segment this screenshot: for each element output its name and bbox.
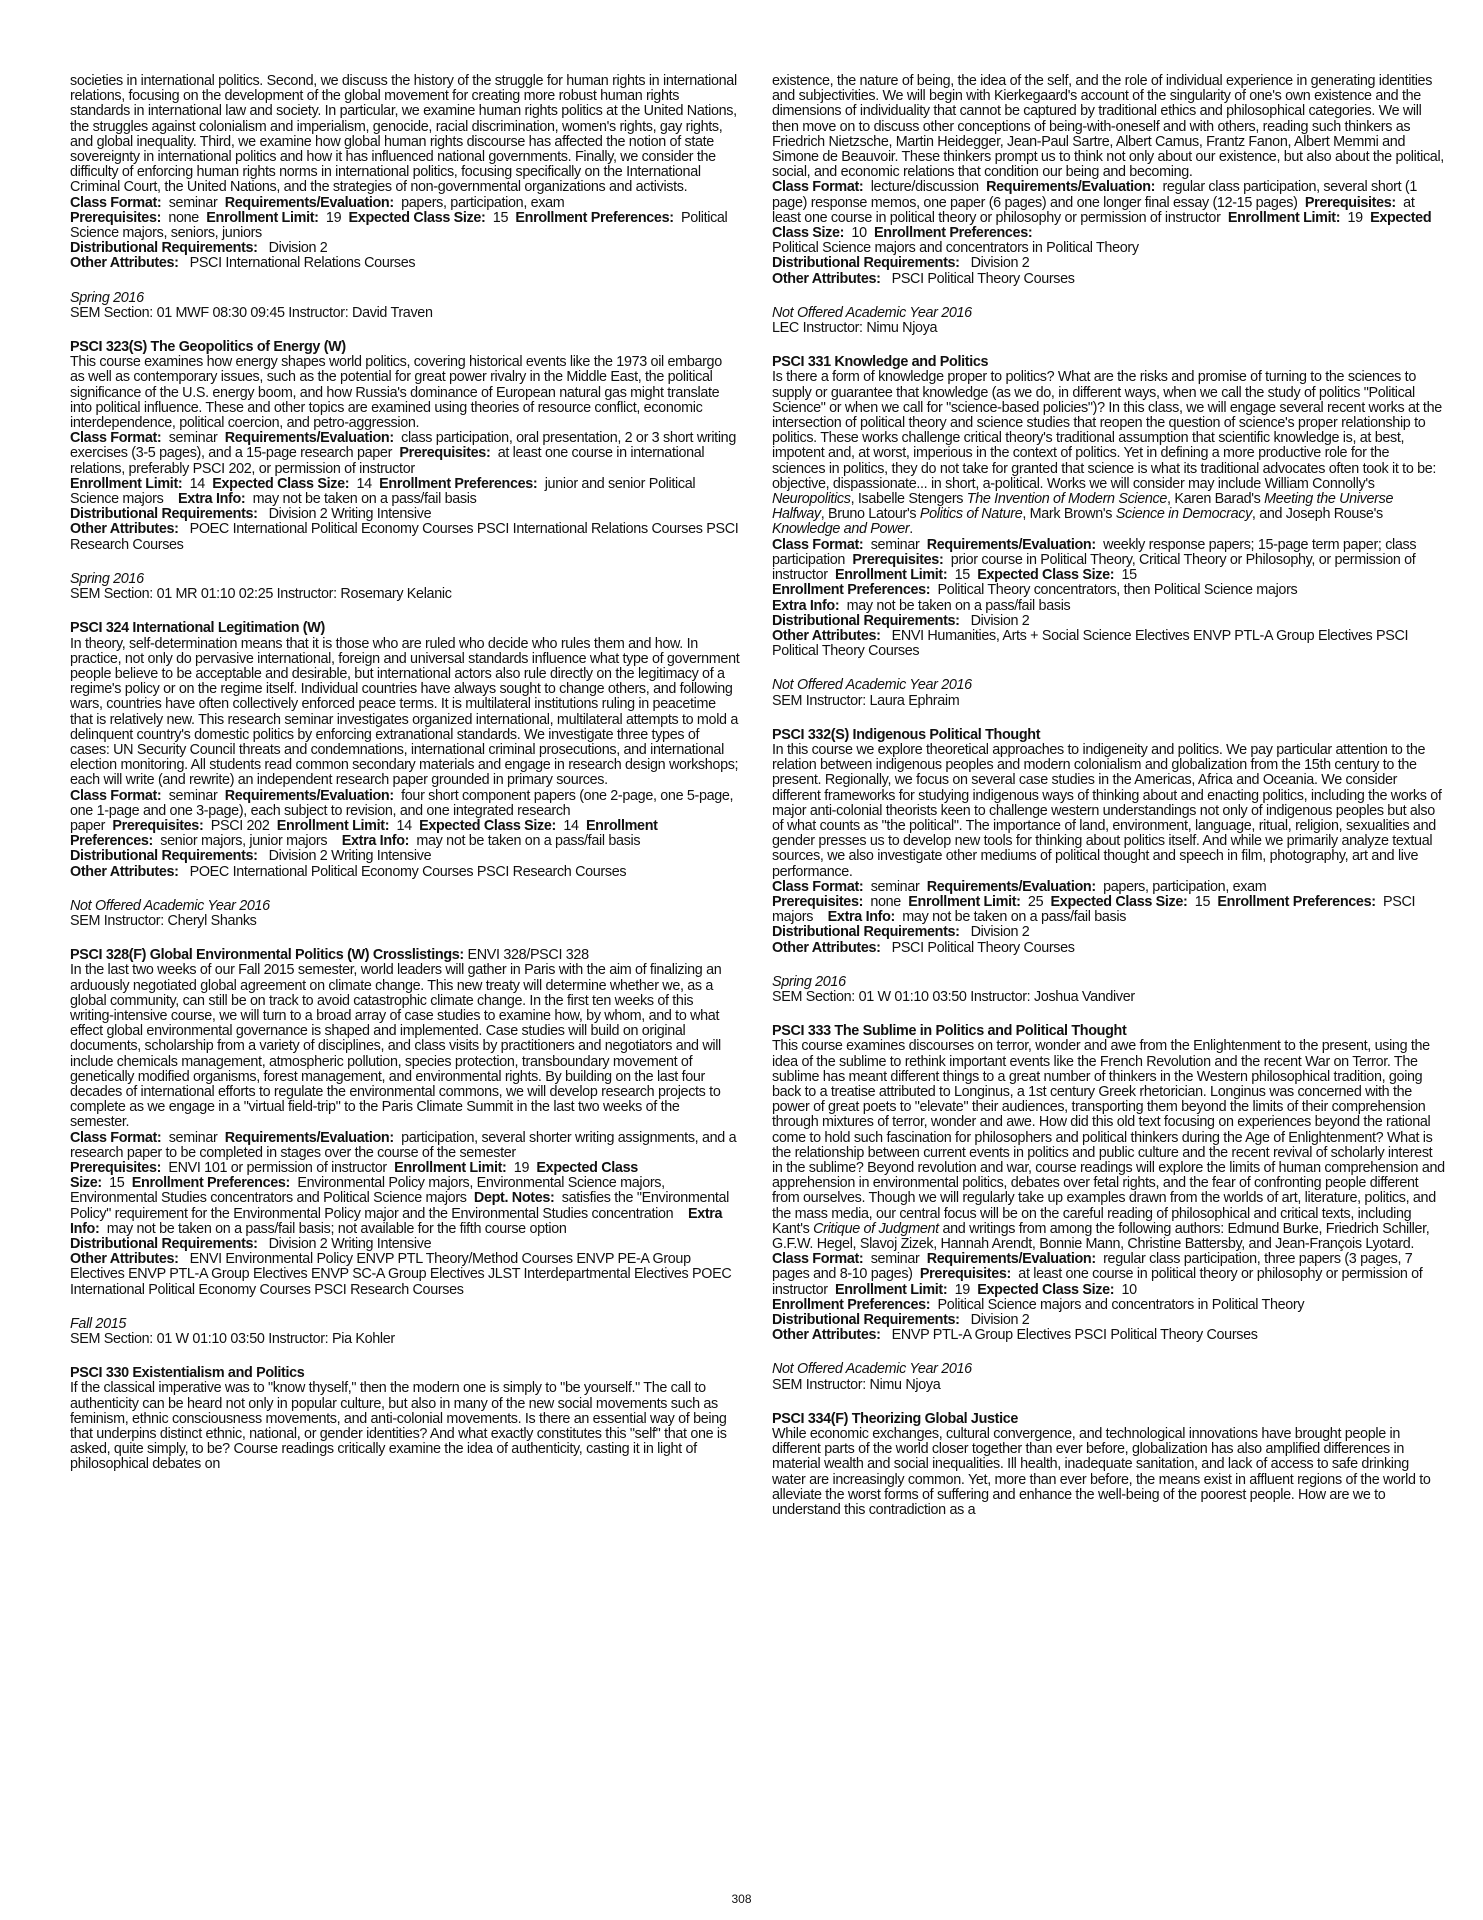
course-description: Is there a form of knowledge proper to politics? What are the risks and promise of turning to the sciences to supply or guarantee that knowledge (as we do, in different ways, when we call the study of politics "Political Science" or when we call for "science-based policies")? In this class, we will engage several recent works at the intersection of political theory and science studies that reopen the question of science's proper relationship to politics. These works challenge critical theory's traditional assumption that scientific knowledge is, at best, impotent and, at worst, imperious in the context of politics. Yet in defining a more productive role for the sciences in politics, they do not take for granted that science is what its traditional advocates often took it to be: objective, dispassionate... in short, a-political. Works we will consider may include William Connolly's Neuropolitics, Isabelle Stengers The Invention of Modern Science, Karen Barad's Meeting the Universe Halfway, Bruno Latour's Politics of Nature, Mark Brown's Science in Democracy, and Joseph Rouse's Knowledge and Power. <box>772 369 1442 538</box>
section-info: SEM Instructor: Laura Ephraim <box>772 692 960 709</box>
course-title: PSCI 324 International Legitimation (W) <box>70 620 325 637</box>
course-title: PSCI 331 Knowledge and Politics <box>772 354 989 371</box>
course-details: Class Format: lecture/discussion Requirements/Evaluation: regular class participation, several short (1 page) response memos, one paper (6 pages) and one longer final essay (12-15 pages) Prerequisites: at least one course in political theory or philosophy or permission of instructor Enrollment Limit: 19 Expected Class Size: 10 Enrollment Preferences: Political Science majors and concentrators in Political Theory Distributional Requirements: Division 2 Other Attributes: PSCI Political Theory Courses <box>772 179 1432 287</box>
section-info: SEM Section: 01 MR 01:10 02:25 Instructor: Rosemary Kelanic <box>70 586 452 603</box>
right-column <box>772 74 1446 1518</box>
course-description: This course examines discourses on terror, wonder and awe from the Enlightenment to the present, using the idea of the sublime to rethink important events like the French Revolution and the recent War on Terror. The sublime has meant different things to a great number of thinkers in the Western philosophical tradition, going back to a treatise attributed to Longinus, a 1st century Greek rhetorician. Longinus was concerned with the power of great poets to "elevate" their audiences, transporting them beyond the limits of their comprehension through mixtures of terror, wonder and awe. How did this old text focusing on experiences beyond the rational come to hold such fascination for philosophers and political thinkers during the Age of Enlightenment? What is the relationship between current events in politics and public culture and the recent revival of scholarly interest in the sublime? Beyond revolution and war, course readings will explore the limits of human comprehension and apprehension in environmental politics, debates over fetal rights, and the fear of confronting people different from ourselves. Though we will regularly take up examples drawn from the worlds of art, literature, politics, and the mass media, our central focus will be on the careful reading of philosophical and critical texts, including Kant's Critique of Judgment and writings from among the following authors: Edmund Burke, Friedrich Schiller, G.F.W. Hegel, Slavoj Zizek, Hannah Arendt, Bonnie Mann, Christine Battersby, and Jean-François Lyotard. <box>772 1038 1445 1253</box>
course-entry-psci-331 <box>772 355 1446 708</box>
course-entry-psci-330-continued <box>772 74 1446 336</box>
course-details: Class Format: seminar Requirements/Evaluation: regular class participation, three papers (3 pages, 7 pages and 8-10 pages) Prerequisites: at least one course in political theory or philosophy or permission of instructor Enrollment Limit: 19 Expected Class Size: 10 Enrollment Preferences: Political Science majors and concentrators in Political Theory Distributional Requirements: Division 2 Other Attributes: ENVP PTL-A Group Electives PSCI Political Theory Courses <box>772 1251 1423 1344</box>
course-details: Class Format: seminar Requirements/Evaluation: papers, participation, exam Prerequisites: none Enrollment Limit: 19 Expected Class Size: 15 Enrollment Preferences: Political Science majors, seniors, juniors Distributional Requirements: Division 2 Other Attributes: PSCI International Relations Courses <box>70 194 728 272</box>
course-details: Class Format: seminar Requirements/Evaluation: papers, participation, exam Prerequisites: none Enrollment Limit: 25 Expected Class Size: 15 Enrollment Preferences: PSCI majors Extra Info: may not be taken on a pass/fail basis Distributional Requirements: Division 2 Other Attributes: PSCI Political Theory Courses <box>772 878 1416 956</box>
section-info: SEM Instructor: Cheryl Shanks <box>70 912 257 929</box>
course-entry-psci-328 <box>70 948 740 1347</box>
course-description: If the classical imperative was to "know thyself," then the modern one is simply to "be yourself." The call to authenticity can be heard not only in popular culture, but also in many of the new social movements such as feminism, ethnic consciousness movements, and anti-colonial movements. Is there an essential way of being that underpins distinct ethnic, national, or gender identities? And what exactly constitutes this "self" that one is asked, quite simply, to be? Course readings critically examine the idea of authenticity, casting it in light of philosophical debates on <box>70 1380 727 1473</box>
section-info: SEM Section: 01 MWF 08:30 09:45 Instructor: David Traven <box>70 304 433 321</box>
page-number: 308 <box>731 1892 752 1906</box>
course-entry-psci-334 <box>772 1412 1446 1518</box>
course-description: In theory, self-determination means that it is those who are ruled who decide who rules them and how. In practice, not only do pervasive international, foreign and universal standards influence what type of government people believe to be acceptable and desirable, but international actors also rule directly on the legitimacy of a regime's policy or on the regime itself. Individual countries have always sought to change others, and following wars, countries have often collectively enforced peace terms. It is multilateral institutions ruling in peacetime that is relatively new. This research seminar investigates organized international, multilateral attempts to mold a delinquent country's domestic politics by enforcing extranational standards. We investigate three types of cases: UN Security Council threats and condemnations, international criminal prosecutions, and international election monitoring. All students read common secondary materials and engage in research design workshops; each will write (and rewrite) an independent research paper grounded in primary sources. <box>70 635 740 789</box>
term: Not Offered Academic Year 2016 <box>772 677 972 694</box>
course-description: This course examines how energy shapes world politics, covering historical events like the 1973 oil embargo as well as contemporary issues, such as the potential for great power rivalry in the Middle East, the political significance of the U.S. energy boom, and how Russia's dominance of European natural gas might translate into political influence. These and other topics are examined using theories of resource conflict, economic interdependence, political coercion, and petro-aggression. <box>70 354 722 432</box>
term: Not Offered Academic Year 2016 <box>772 304 972 321</box>
term: Spring 2016 <box>70 289 144 306</box>
course-entry-intro <box>70 74 740 321</box>
course-title: PSCI 323(S) The Geopolitics of Energy (W) <box>70 339 346 356</box>
course-details: Class Format: seminar Requirements/Evaluation: weekly response papers; 15-page term paper; class participation Prerequisites: prior course in Political Theory, Critical Theory or Philosophy, or permission of instructor Enrollment Limit: 15 Expected Class Size: 15 Enrollment Preferences: Political Theory concentrators, then Political Science majors Extra Info: may not be taken on a pass/fail basis Distributional Requirements: Division 2 Other Attributes: ENVI Humanities, Arts + Social Science Electives ENVP PTL-A Group Electives PSCI Political Theory Courses <box>772 536 1417 660</box>
course-title: PSCI 330 Existentialism and Politics <box>70 1365 305 1382</box>
course-description: While economic exchanges, cultural convergence, and technological innovations have brought people in different parts of the world closer together than ever before, globalization has also amplified differences in material wealth and social inequalities. Ill health, inadequate sanitation, and lack of access to safe drinking water are increasingly common. Yet, more than ever before, the means exist in affluent regions of the world to alleviate the worst forms of suffering and enhance the well-being of the poorest people. How are we to understand this contradiction as a <box>772 1426 1431 1519</box>
section-info: SEM Instructor: Nimu Njoya <box>772 1376 941 1393</box>
section-info: SEM Section: 01 W 01:10 03:50 Instructor: Joshua Vandiver <box>772 988 1135 1005</box>
course-title: PSCI 332(S) Indigenous Political Thought <box>772 726 1041 743</box>
course-title: PSCI 333 The Sublime in Politics and Political Thought <box>772 1023 1127 1040</box>
course-details: Class Format: seminar Requirements/Evaluation: participation, several shorter writing assignments, and a research paper to be completed in stages over the course of the semester Prerequisites: ENVI 101 or permission of instructor Enrollment Limit: 19 Expected Class Size: 15 Enrollment Preferences: Environmental Policy majors, Environmental Science majors, Environmental Studies concentrators and Political Science majors Dept. Notes: satisfies the "Environmental Policy" requirement for the Environmental Policy major and the Environmental Studies concentration Extra Info: may not be taken on a pass/fail basis; not available for the fifth course option Distributional Requirements: Division 2 Writing Intensive Other Attributes: ENVI Environmental Policy ENVP PTL Theory/Method Courses ENVP PE-A Group Electives ENVP PTL-A Group Electives ENVP SC-A Group Electives JLST Interdepartmental Electives POEC International Political Economy Courses PSCI Research Courses <box>70 1129 737 1298</box>
section-info: LEC Instructor: Nimu Njoya <box>772 320 938 337</box>
term: Spring 2016 <box>70 570 144 587</box>
course-description: existence, the nature of being, the idea of the self, and the role of individual experience in generating identities and subjectivities. We will begin with Kierkegaard's account of the singularity of one's own existence and the dimensions of individuality that cannot be captured by traditional ethics and philosophical categories. We will then move on to discuss other conceptions of being-with-oneself and with others, reading such thinkers as Friedrich Nietzsche, Martin Heidegger, Jean-Paul Sartre, Albert Camus, Frantz Fanon, Albert Memmi and Simone de Beauvoir. These thinkers prompt us to think not only about our existence, but also about the political, social, and economic relations that condition our being and becoming. <box>772 73 1444 181</box>
term: Spring 2016 <box>772 973 846 990</box>
course-entry-psci-323 <box>70 340 740 602</box>
course-description: In the last two weeks of our Fall 2015 semester, world leaders will gather in Paris with the aim of finalizing an arduously negotiated global agreement on climate change. This new treaty will determine whether we, as a global community, can still be on track to avoid catastrophic climate change. In the first ten weeks of this writing-intensive course, we will turn to a broad array of case studies to examine how, by whom, and to what effect global environmental governance is shaped and implemented. Case studies will build on original documents, scholarship from a variety of disciplines, and class visits by practitioners and negotiators and will include chemicals management, atmospheric pollution, species protection, transboundary movement of genetically modified organisms, forest management, and environmental rights. By building on the last four decades of international efforts to regulate the environmental commons, we will develop research projects to complete as we engage in a "virtual field-trip" to the Paris Climate Summit in the last two weeks of the semester. <box>70 962 722 1131</box>
course-details: Class Format: seminar Requirements/Evaluation: class participation, oral presentation, 2 or 3 short writing exercises (3-5 pages), and a 15-page research paper Prerequisites: at least one course in international relations, preferably PSCI 202, or permission of instructor Enrollment Limit: 14 Expected Class Size: 14 Enrollment Preferences: junior and senior Political Science majors Extra Info: may not be taken on a pass/fail basis Distributional Requirements: Division 2 Writing Intensive Other Attributes: POEC International Political Economy Courses PSCI International Relations Courses PSCI Research Courses <box>70 430 739 553</box>
course-description: In this course we explore theoretical approaches to indigeneity and politics. We pay particular attention to the relation between indigenous peoples and modern colonialism and globalization from the 15th century to the present. Regionally, we focus on several case studies in the Americas, Africa and Oceania. We consider different frameworks for studying indigenous ways of thinking about and enacting politics, including the works of major anti-colonial theorists keen to challenge western understandings not only of indigenous peoples but also of what counts as "the political". The importance of land, environment, language, ritual, religion, sexualities and gender presses us to develop new tools for thinking about politics itself. And while we primarily analyze textual sources, we also investigate other mediums of political thought and speech in film, photography, art and live performance. <box>772 741 1442 880</box>
course-entry-psci-332 <box>772 728 1446 1005</box>
term: Fall 2015 <box>70 1315 127 1332</box>
term: Not Offered Academic Year 2016 <box>70 897 270 914</box>
course-entry-psci-324 <box>70 621 740 929</box>
course-title: PSCI 334(F) Theorizing Global Justice <box>772 1410 1019 1427</box>
left-column <box>70 74 740 1473</box>
course-description: societies in international politics. Second, we discuss the history of the struggle for human rights in international relations, focusing on the development of the global movement for creating more robust human rights standards in international law and society. In particular, we examine human rights politics at the United Nations, the struggles against colonialism and imperialism, genocide, racial discrimination, women's rights, gay rights, and global inequality. Third, we examine how global human rights discourse has affected the notion of state sovereignty in international politics and how it has influenced national governments. Finally, we consider the difficulty of enforcing human rights norms in international politics, focusing specifically on the International Criminal Court, the United Nations, and the strategies of non-governmental organizations and activists. <box>70 73 737 196</box>
section-info: SEM Section: 01 W 01:10 03:50 Instructor: Pia Kohler <box>70 1331 395 1348</box>
course-details: Class Format: seminar Requirements/Evaluation: four short component papers (one 2-page, one 5-page, one 1-page and one 3-page), each subject to revision, and one integrated research paper Prerequisites: PSCI 202 Enrollment Limit: 14 Expected Class Size: 14 Enrollment Preferences: senior majors, junior majors Extra Info: may not be taken on a pass/fail basis Distributional Requirements: Division 2 Writing Intensive Other Attributes: POEC International Political Economy Courses PSCI Research Courses <box>70 787 734 880</box>
course-entry-psci-333 <box>772 1024 1446 1393</box>
course-title: PSCI 328(F) Global Environmental Politics (W) Crosslistings: ENVI 328/PSCI 328 <box>70 947 589 964</box>
course-entry-psci-330 <box>70 1366 740 1472</box>
term: Not Offered Academic Year 2016 <box>772 1361 972 1378</box>
